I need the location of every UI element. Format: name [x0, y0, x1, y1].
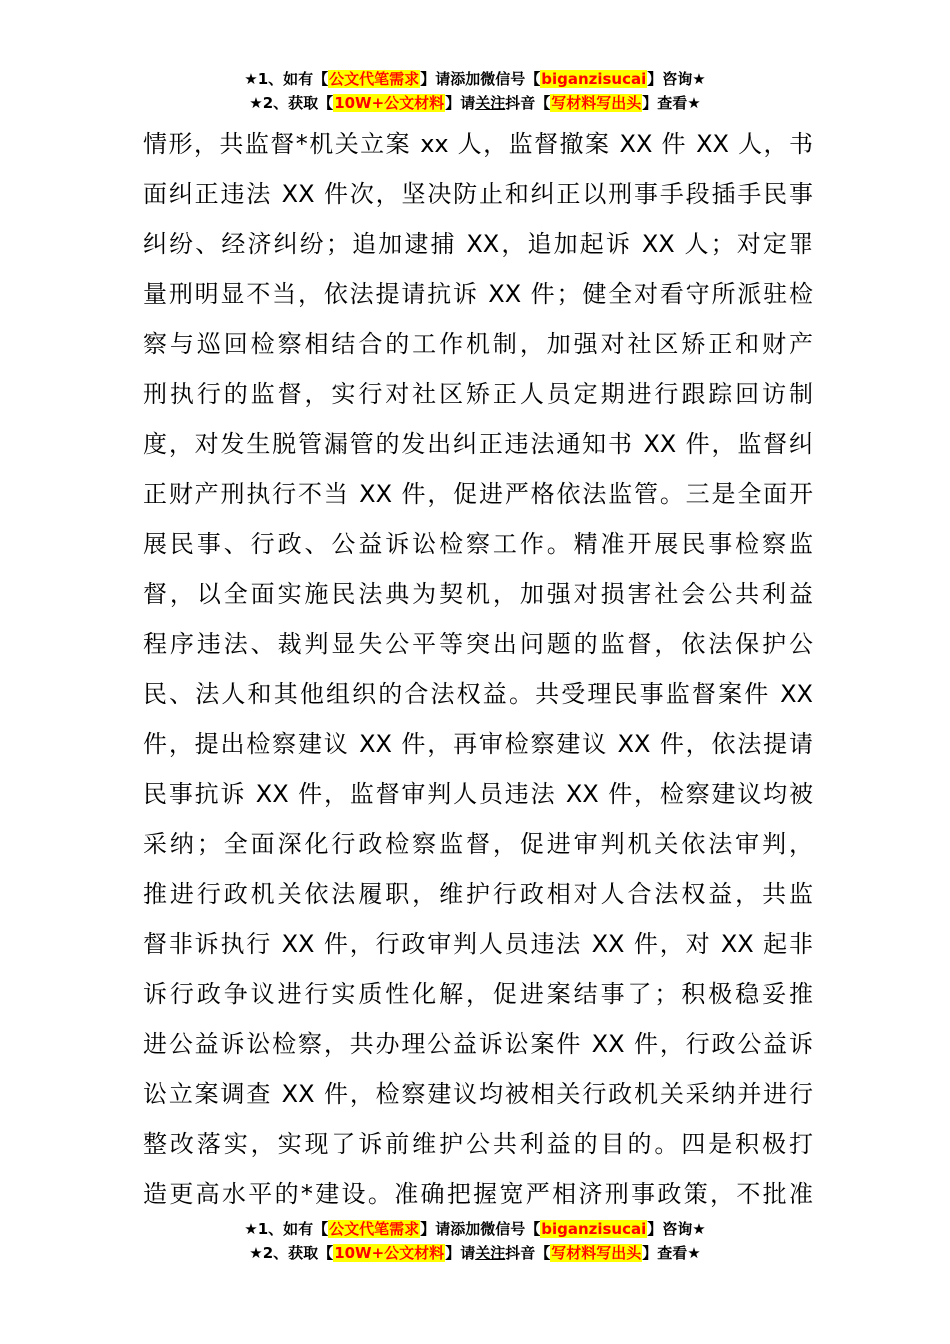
body-line: 度，对发生脱管漏管的发出纠正违法通知书 XX 件，监督纠	[143, 430, 813, 458]
body-line: 民事抗诉 XX 件，监督审判人员违法 XX 件，检察建议均被	[143, 780, 813, 808]
body-line: 督，以全面实施民法典为契机，加强对损害社会公共利益	[143, 580, 813, 608]
top-banner	[0, 67, 950, 115]
body-line: 采纳；全面深化行政检察监督，促进审判机关依法审判，	[143, 830, 813, 858]
underlined-follow: 关注	[475, 1244, 506, 1262]
banner-text: 】请	[445, 94, 476, 112]
banner-text: 】查看★	[642, 1244, 701, 1262]
body-line: 件，提出检察建议 XX 件，再审检察建议 XX 件，依法提请	[143, 730, 813, 758]
highlight-wechat-id: biganzisucai	[541, 1220, 647, 1238]
banner-text: 】请	[445, 1244, 476, 1262]
body-line: 程序违法、裁判显失公平等突出问题的监督，依法保护公	[143, 630, 813, 658]
body-line: 量刑明显不当，依法提请抗诉 XX 件；健全对看守所派驻检	[143, 280, 813, 308]
banner-text: 抖音【	[505, 94, 551, 112]
body-line: 情形，共监督*机关立案 xx 人，监督撤案 XX 件 XX 人，书	[143, 130, 813, 158]
body-line: 讼立案调查 XX 件，检察建议均被相关行政机关采纳并进行	[143, 1080, 813, 1108]
body-line: 刑执行的监督，实行对社区矫正人员定期进行跟踪回访制	[143, 380, 813, 408]
banner-text: 】请添加微信号【	[420, 1220, 541, 1238]
highlight-douyin-account: 写材料写出头	[551, 94, 642, 112]
body-line: 造更高水平的*建设。准确把握宽严相济刑事政策，不批准	[143, 1180, 813, 1208]
banner-text: 】请添加微信号【	[420, 70, 541, 88]
body-line: 诉行政争议进行实质性化解，促进案结事了；积极稳妥推	[143, 980, 813, 1008]
body-line: 推进行政机关依法履职，维护行政相对人合法权益，共监	[143, 880, 813, 908]
body-line: 整改落实，实现了诉前维护公共利益的目的。四是积极打	[143, 1130, 813, 1158]
banner-text: ★2、获取【	[249, 1244, 334, 1262]
body-line: 展民事、行政、公益诉讼检察工作。精准开展民事检察监	[143, 530, 813, 558]
bottom-banner	[0, 1217, 950, 1265]
document-body	[143, 119, 813, 1219]
highlight-douyin-account: 写材料写出头	[551, 1244, 642, 1262]
body-line: 纠纷、经济纠纷；追加逮捕 XX，追加起诉 XX 人；对定罪	[143, 230, 813, 258]
banner-text: 抖音【	[505, 1244, 551, 1262]
banner-text: ★1、如有【	[244, 1220, 329, 1238]
banner-line-2	[0, 1241, 950, 1265]
highlight-wechat-id: biganzisucai	[541, 70, 647, 88]
body-line: 督非诉执行 XX 件，行政审判人员违法 XX 件，对 XX 起非	[143, 930, 813, 958]
underlined-follow: 关注	[475, 94, 506, 112]
body-line: 进公益诉讼检察，共办理公益诉讼案件 XX 件，行政公益诉	[143, 1030, 813, 1058]
banner-line-2	[0, 91, 950, 115]
highlight-materials: 10W+公文材料	[334, 1244, 445, 1262]
body-line: 察与巡回检察相结合的工作机制，加强对社区矫正和财产	[143, 330, 813, 358]
banner-text: 】咨询★	[647, 70, 706, 88]
banner-text: 】咨询★	[647, 1220, 706, 1238]
body-line: 正财产刑执行不当 XX 件，促进严格依法监管。三是全面开	[143, 480, 813, 508]
banner-line-1	[0, 67, 950, 91]
banner-text: 】查看★	[642, 94, 701, 112]
highlight-materials: 10W+公文材料	[334, 94, 445, 112]
banner-text: ★2、获取【	[249, 94, 334, 112]
highlight-ghostwriting: 公文代笔需求	[329, 1220, 420, 1238]
banner-line-1	[0, 1217, 950, 1241]
body-line: 民、法人和其他组织的合法权益。共受理民事监督案件 XX	[143, 680, 813, 708]
highlight-ghostwriting: 公文代笔需求	[329, 70, 420, 88]
banner-text: ★1、如有【	[244, 70, 329, 88]
body-line: 面纠正违法 XX 件次，坚决防止和纠正以刑事手段插手民事	[143, 180, 813, 208]
